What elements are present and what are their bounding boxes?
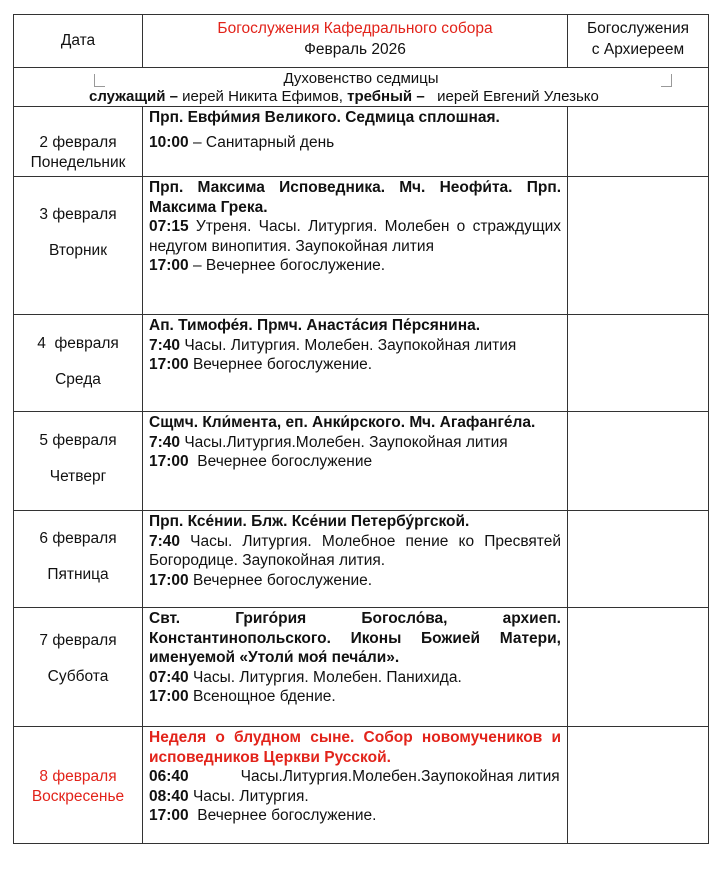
date-column-header: Дата — [14, 15, 143, 68]
day-weekday: Четверг — [49, 468, 107, 485]
service-time: 10:00 — [149, 133, 189, 151]
duty-priest: иерей Евгений Улезько — [424, 88, 599, 105]
bishop-header-line-2: с Архиереем — [591, 41, 685, 58]
services-cell — [143, 412, 568, 511]
bishop-cell — [568, 107, 709, 177]
clergy-cell — [14, 68, 709, 107]
bishop-cell — [568, 727, 709, 844]
service-entry — [149, 133, 561, 153]
service-text: Часы.Литургия.Молебен. Заупокойная лития — [180, 433, 508, 451]
bishop-cell — [568, 315, 709, 412]
service-text: Часы. Литургия. Молебен. Панихида. — [188, 668, 462, 686]
service-entry — [149, 668, 561, 688]
service-text: – Вечернее богослужение. — [188, 257, 386, 274]
services-cell — [143, 177, 568, 315]
date-cell — [14, 727, 143, 844]
service-time: 17:00 — [149, 571, 189, 589]
date-cell — [14, 412, 143, 511]
day-weekday: Понедельник — [30, 154, 126, 171]
serving-label: служащий – — [89, 88, 178, 105]
service-time: 07:15 — [149, 218, 189, 235]
services-cell — [143, 107, 568, 177]
feast-name: Прп. Евфи́мия Великого. Седмица сплошная. — [149, 109, 500, 126]
date-block — [14, 432, 142, 486]
clergy-row — [14, 68, 709, 107]
service-time: 08:40 — [149, 787, 189, 805]
date-cell — [14, 107, 143, 177]
service-text: Всенощное бдение. — [188, 688, 336, 705]
day-date: 5 февраля — [39, 432, 117, 449]
day-date: 7 февраля — [39, 632, 117, 649]
service-time: 7:40 — [149, 433, 181, 451]
header-row — [14, 15, 709, 68]
day-date: 6 февраля — [39, 530, 117, 547]
service-entry — [149, 355, 561, 375]
day-row — [14, 177, 709, 315]
service-text: Часы. Литургия. Молебное пение ко Пресвятей Богородице. Заупокойная лития. — [149, 532, 561, 569]
date-block — [14, 632, 142, 686]
title-month: Февраль 2026 — [304, 41, 406, 58]
service-text: Вечернее богослужение. — [188, 571, 373, 589]
service-text: Утреня. Часы. Литургия. Молебен о страждущих недугом винопития. Заупокойная лития — [149, 218, 561, 255]
day-date: 2 февраля — [39, 134, 117, 151]
service-time: 7:40 — [149, 532, 181, 550]
service-text: Часы. Литургия. — [188, 787, 309, 805]
day-row — [14, 608, 709, 727]
serving-priest: иерей Никита Ефимов, — [177, 88, 348, 105]
service-entry — [149, 806, 561, 826]
bishop-cell — [568, 177, 709, 315]
service-time: 17:00 — [149, 257, 189, 274]
service-time: 17:00 — [149, 688, 189, 705]
day-weekday: Вторник — [49, 242, 107, 259]
day-date: 3 февраля — [39, 206, 117, 223]
date-block — [14, 530, 142, 584]
corner-mark-left — [94, 74, 105, 87]
day-row — [14, 727, 709, 844]
day-date: 4 февраля — [37, 335, 119, 352]
service-time: 06:40 — [149, 768, 189, 785]
day-weekday: Суббота — [47, 668, 109, 685]
day-weekday: Пятница — [47, 566, 109, 583]
date-block — [14, 335, 142, 389]
service-time: 17:00 — [149, 356, 189, 373]
service-text: Вечернее богослужение — [188, 453, 373, 470]
clergy-line — [14, 88, 708, 106]
bishop-cell — [568, 511, 709, 608]
date-cell — [14, 511, 143, 608]
service-entry — [149, 687, 561, 707]
day-row — [14, 511, 709, 608]
service-entry — [149, 336, 561, 356]
service-entry — [149, 452, 561, 472]
corner-mark-right — [661, 74, 672, 87]
services-cell — [143, 727, 568, 844]
day-row — [14, 412, 709, 511]
date-cell — [14, 315, 143, 412]
duty-label: требный – — [347, 88, 425, 105]
feast-name: Сщмч. Кли́мента, еп. Анки́рского. Мч. Агафанге́ла. — [149, 414, 536, 431]
service-text: Часы. Литургия. Молебен. Заупокойная лития — [180, 336, 517, 354]
date-cell — [14, 608, 143, 727]
service-text: Часы.Литургия.Молебен.Заупокойная лития — [240, 768, 560, 785]
service-time: 17:00 — [149, 807, 189, 824]
feast-name: Прп. Максима Исповедника. Мч. Неофи́та. Прп. Максима Грека. — [149, 179, 561, 216]
service-text: – Санитарный день — [188, 133, 335, 151]
date-block — [14, 767, 142, 807]
service-entry — [149, 571, 561, 591]
day-date: 8 февраля — [39, 768, 117, 785]
bishop-cell — [568, 608, 709, 727]
feast-name: Прп. Ксе́нии. Блж. Ксе́нии Петербу́ргской. — [149, 513, 470, 530]
services-cell — [143, 511, 568, 608]
feast-name: Ап. Тимофе́я. Прмч. Анаста́сия Пе́рсянина. — [149, 317, 481, 334]
feast-name: Неделя о блудном сыне. Собор новомучеников и исповедников Церкви Русской. — [149, 729, 561, 766]
bishop-cell — [568, 412, 709, 511]
date-cell — [14, 177, 143, 315]
service-entry — [149, 256, 561, 276]
service-entry — [149, 767, 561, 787]
services-cell — [143, 608, 568, 727]
day-row — [14, 315, 709, 412]
service-time: 17:00 — [149, 453, 189, 470]
service-text: Вечернее богослужение. — [188, 356, 373, 373]
date-block — [14, 206, 142, 260]
service-time: 7:40 — [149, 336, 181, 354]
day-row — [14, 107, 709, 177]
bishop-column-header — [568, 15, 709, 68]
service-time: 07:40 — [149, 668, 189, 686]
service-entry — [149, 532, 561, 571]
schedule-title — [143, 15, 568, 68]
schedule-table — [13, 14, 709, 844]
day-weekday: Среда — [55, 371, 101, 388]
day-weekday: Воскресенье — [31, 788, 125, 805]
service-text: Вечернее богослужение. — [188, 807, 377, 824]
bishop-header-line-1: Богослужения — [586, 20, 690, 37]
title-line-1: Богослужения Кафедрального собора — [217, 20, 493, 37]
service-entry — [149, 433, 561, 453]
date-block — [14, 133, 142, 173]
feast-name: Свт. Григо́рия Богосло́ва, архиеп. Константинопольского. Иконы Божией Матери, именуемой «Утоли́ моя́ печа́ли». — [149, 610, 561, 666]
service-entry — [149, 217, 561, 256]
clergy-title: Духовенство седмицы — [283, 70, 439, 87]
services-cell — [143, 315, 568, 412]
service-entry — [149, 787, 561, 807]
